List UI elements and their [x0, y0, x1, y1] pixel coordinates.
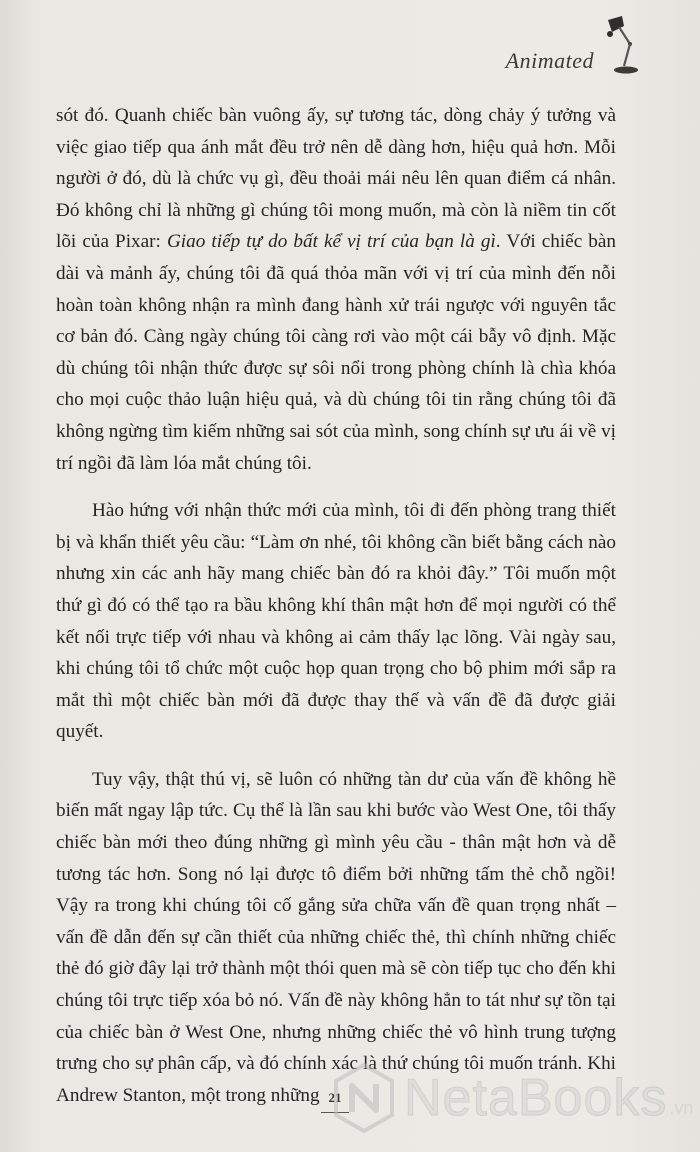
- paragraph-1-text-end: . Với chiếc bàn dài và mảnh ấy, chúng tôi đã quá thỏa mãn với vị trí của mình đến nỗi hoàn toàn không nhận ra mình đang hành xử trái ngược với nguyên tắc cơ bản đó. Càng ngày chúng tôi càng rơi vào một cái bẫy vô định. Mặc dù chúng tôi nhận thức được sự sôi nổi trong phòng chính là chìa khóa cho mọi cuộc thảo luận hiệu quả, và dù chúng tôi tin rằng chúng tôi đã không ngừng tìm kiếm những sai sót của mình, song chính sự ưu ái về vị trí ngồi đã làm lóa mắt chúng tôi.: [56, 231, 616, 474]
- paragraph-1-text-start: sót đó. Quanh chiếc bàn vuông ấy, sự tương tác, dòng chảy ý tưởng và việc giao tiếp qua ánh mắt đều trở nên dễ dàng hơn, hiệu quả hơn. Mỗi người ở đó, dù là chức vụ gì, đều thoải mái nêu lên quan điểm cá nhân. Đó không chỉ là những gì chúng tôi mong muốn, mà còn là niềm tin cốt lõi của Pixar:: [56, 105, 616, 253]
- paragraph-3: Tuy vậy, thật thú vị, sẽ luôn có những tàn dư của vấn đề không hề biến mất ngay lập tức. Cụ thể là lần sau khi bước vào West One, tôi thấy chiếc bàn mới theo đúng những gì mình yêu cầu - thân mật hơn và dễ tương tác hơn. Song nó lại được tô điểm bởi những tấm thẻ chỗ ngồi! Vậy ra trong khi chúng tôi cố gắng sửa chữa vấn đề quan trọng nhất – vấn đề dẫn đến sự cần thiết của những chiếc thẻ, thì chính những chiếc thẻ đó giờ đây lại trở thành một thói quen mà sẽ còn tiếp tục cho đến khi chúng tôi trực tiếp xóa bỏ nó. Vấn đề này không hẳn to tát như sự tồn tại của chiếc bàn ở West One, nhưng những chiếc thẻ vô hình trung tượng trưng cho sự phân cấp, và đó chính xác là thứ chúng tôi muốn tránh. Khi Andrew Stanton, một trong những: [56, 768, 616, 1106]
- paragraph-2: Hào hứng với nhận thức mới của mình, tôi đi đến phòng trang thiết bị và khẩn thiết yêu cầu: “Làm ơn nhé, tôi không cần biết bằng cách nào nhưng xin các anh hãy mang chiếc bàn đó ra khỏi đây.” Tôi muốn một thứ gì đó có thể tạo ra bầu không khí thân mật hơn để mọi người có thể kết nối trực tiếp với nhau và không ai cảm thấy lạc lõng. Vài ngày sau, khi chúng tôi tổ chức một cuộc họp quan trọng cho bộ phim mới sắp ra mắt thì một chiếc bàn mới đã được thay thế và vấn đề đã được giải quyết.: [56, 500, 616, 743]
- desk-lamp-icon: [598, 14, 648, 78]
- page-number: 21: [328, 1090, 342, 1105]
- watermark-brand: NetaBooks: [404, 1069, 668, 1127]
- watermark: [332, 1058, 692, 1138]
- running-header-title: Animated: [505, 48, 594, 73]
- netabooks-logo-icon: [332, 1062, 396, 1134]
- body-text: [56, 100, 616, 1111]
- paragraph-1-italic-phrase: Giao tiếp tự do bất kể vị trí của bạn là gì: [166, 231, 496, 253]
- paragraph-1: [56, 100, 616, 479]
- watermark-suffix: .vn: [669, 1097, 694, 1118]
